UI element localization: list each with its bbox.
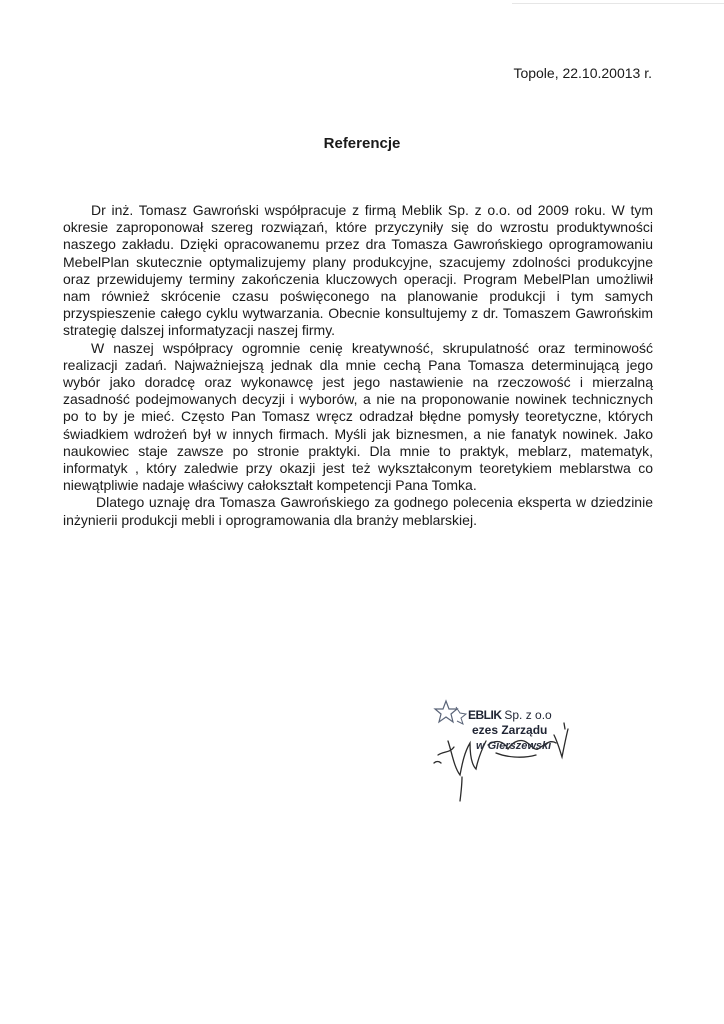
star-logo-icon	[435, 701, 457, 722]
paragraph-2: W naszej współpracy ogromnie cenię kreatywność, skrupulatność oraz terminowość realizacji zadań. Najważniejszą jednak dla mnie cechą Pana Tomasza determinującą jego wybór jako doradcę oraz wykonawcę jest jego nastawienie na rzeczowość i mierzalną zasadność podejmowanych decyzji i wyborów, a nie na proponowanie nowinek technicznych po to by je mieć. Często Pan Tomasz wręcz odradzał błędne pomysły teoretyczne, których świadkiem wdrożeń był w innych firmach. Myśli jak biznesmen, a nie fanatyk nowinek. Jako naukowiec staje zawsze po stronie praktyki. Dla mnie to praktyk, meblarz, matematyk, informatyk , który zaledwie przy okazji jest też wykształconym teoretykiem meblarstwa co niewątpliwie nadaje właściwy całokształt kompetencji Pana Tomka.	[63, 339, 653, 494]
paragraph-3: Dlatego uznaję dra Tomasza Gawrońskiego za godnego polecenia eksperta w dziedzinie inżynierii produkcji mebli i oprogramowania dla branży meblarskiej.	[63, 494, 653, 528]
letter-body	[63, 202, 653, 529]
document-title: Referencje	[323, 135, 401, 152]
company-stamp	[426, 693, 596, 803]
stamp-name: w Gierszewski	[476, 740, 552, 752]
stamp-company	[468, 708, 552, 722]
top-edge-line	[512, 3, 724, 4]
stamp-company-name: EBLIK	[468, 708, 502, 722]
place-date: Topole, 22.10.20013 r.	[513, 65, 652, 81]
paragraph-1: Dr inż. Tomasz Gawroński współpracuje z firmą Meblik Sp. z o.o. od 2009 roku. W tym okresie zaproponował szereg rozwiązań, które przyczyniły się do wzrostu produktywności naszego zakładu. Dzięki opracowanemu przez dra Tomasza Gawrońskiego oprogramowaniu MebelPlan skutecznie optymalizujemy plany produkcyjne, szacujemy zdolności produkcyjne oraz przewidujemy terminy zakończenia kluczowych operacji. Program MebelPlan umożliwił nam również skrócenie czasu poświęconego na planowanie produkcji i tym samych przyspieszenie całego cyklu wytwarzania. Obecnie konsultujemy z dr. Tomaszem Gawrońskim strategię dalszej informatyzacji naszej firmy.	[63, 202, 653, 339]
stamp-company-suffix: Sp. z o.o	[504, 708, 552, 722]
stamp-role: ezes Zarządu	[472, 723, 548, 737]
